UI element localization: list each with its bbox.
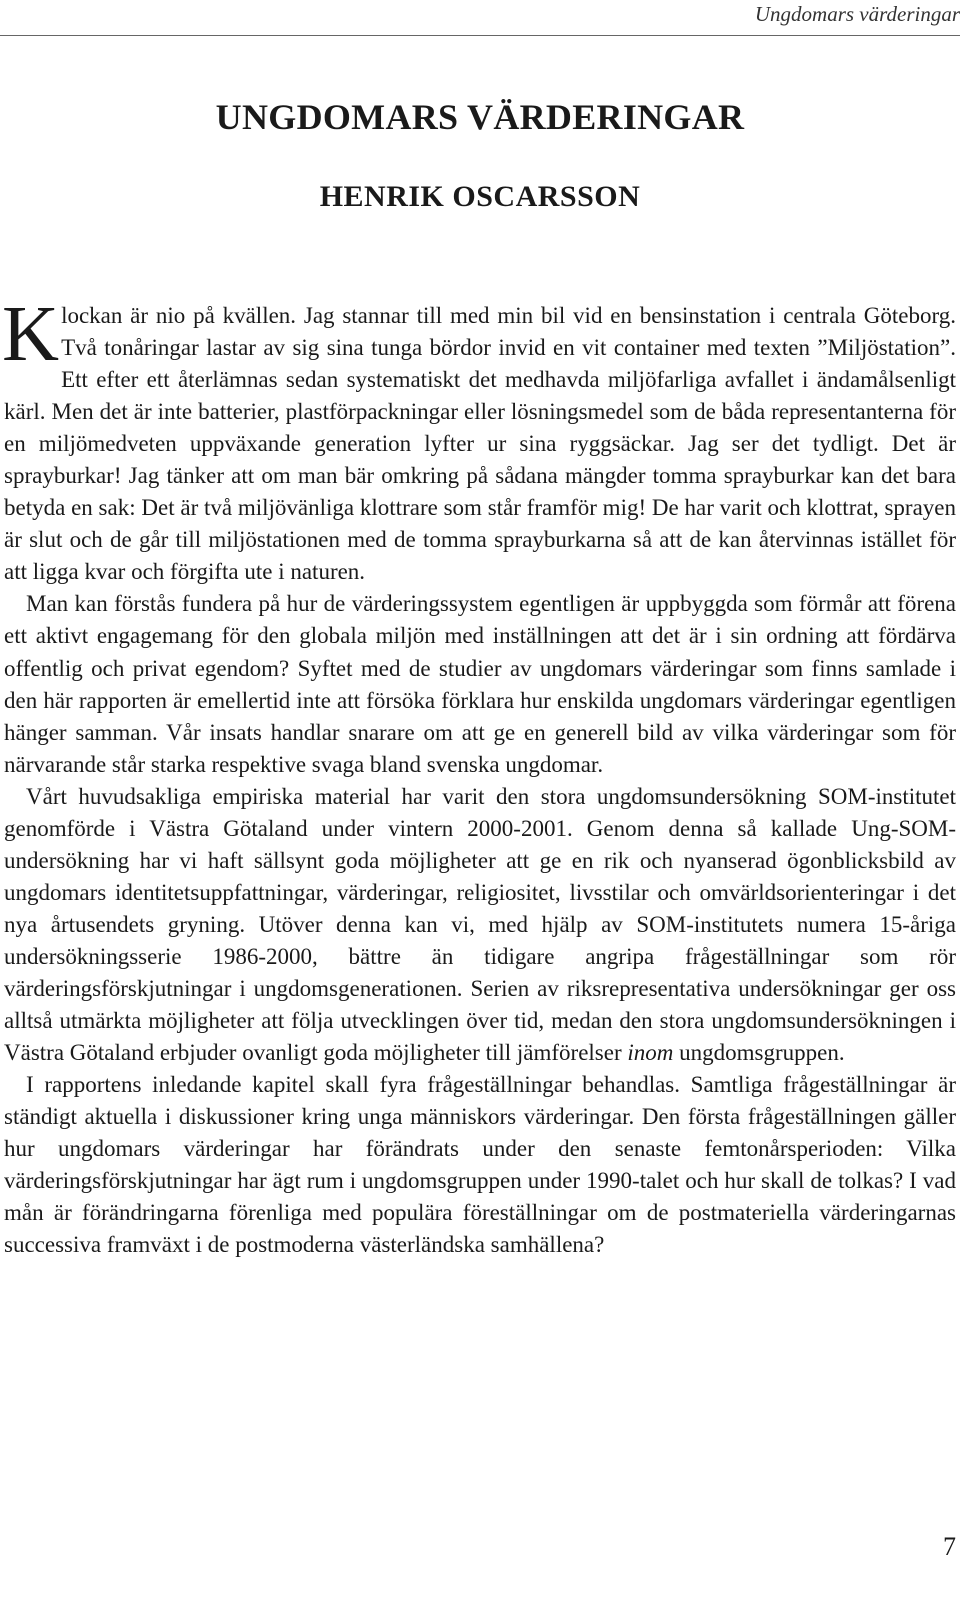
paragraph-2: Man kan förstås fundera på hur de värderingssystem egentligen är uppbyggda som förmår att förena ett aktivt engagemang för den globala miljön med inställningen att det är i sin ordning att fördärva offentlig och privat egendom? Syftet med de studier av ungdomars värderingar som finns samlade i den här rapporten är emellertid inte att försöka förklara hur enskilda ungdomars värderingar egentligen hänger samman. Vår insats handlar snarare om att ge en generell bild av vilka värderingar som för närvarande står starka respektive svaga bland svenska ungdomar. (4, 591, 956, 777)
paragraph-4: I rapportens inledande kapitel skall fyra frågeställningar behandlas. Samtliga frågeställningar är ständigt aktuella i diskussioner kring unga människors värderingar. Den första frågeställningen gäller hur ungdomars värderingar har förändrats under den senaste femtonårsperioden: Vilka värderingsförskjutningar har ägt rum i ungdomsgruppen under 1990-talet och hur skall de tolkas? I vad mån är förändringarna förenliga med populära föreställningar om de postmateriella värderingarnas successiva framväxt i de postmoderna västerländska samhällena? (4, 1072, 956, 1258)
author-name: HENRIK OSCARSSON (319, 180, 641, 213)
header-rule (0, 35, 960, 36)
page-number: 7 (943, 1532, 956, 1561)
running-header (0, 0, 960, 36)
body-text (2, 291, 956, 1261)
paragraph-3-italic: inom (627, 1040, 674, 1066)
running-title: Ungdomars värderingar (754, 2, 960, 26)
paragraph-1 (2, 291, 956, 588)
drop-cap: K (2, 291, 60, 378)
paragraph-3-text-a: Vårt huvudsakliga empiriska material har varit den stora ungdomsundersökning SOM-institutet genomförde i Västra Götaland under vintern 2000-2001. Genom denna så kallade Ung-SOM-undersökning har vi haft sällsynt goda möjligheter att ge en rik och nyanserad ögonblicksbild av ungdomars identitetsuppfattningar, värderingar, religiositet, livsstilar och omvärldsorienteringar i det nya årtusendets gryning. Utöver denna kan vi, med hjälp av SOM-institutets numera 15-åriga undersökningsserie 1986-2000, bättre än tidigare angripa frågeställningar som rör värderingsförskjutningar i ungdomsgenerationen. Serien av riksrepresentativa undersökningar ger oss alltså utmärkta möjligheter att följa utvecklingen över tid, medan den stora ungdomsundersökningen i Västra Götaland erbjuder ovanligt goda möjligheter till jämförelser (4, 783, 956, 1066)
page-title: UNGDOMARS VÄRDERINGAR (215, 97, 745, 137)
paragraph-3-text-b: ungdomsgruppen. (673, 1040, 845, 1066)
paragraph-3 (4, 781, 956, 1069)
paragraph-1-text: lockan är nio på kvällen. Jag stannar till med min bil vid en bensinstation i centrala Göteborg. Två tonåringar lastar av sig sina tunga bördor invid en vit container med texten ”Miljöstation”. Ett efter ett återlämnas sedan systematiskt det medhavda miljöfarliga avfallet i ändamålsenligt kärl. Men det är inte batterier, plastförpackningar eller lösningsmedel som de båda representanterna för en miljömedveten uppväxande generation lyfter ur sina ryggsäckar. Jag ser det tydligt. Det är sprayburkar! Jag tänker att om man bär omkring på sådana mängder tomma sprayburkar kan det bara betyda en sak: Det är två miljövänliga klottrare som står framför mig! De har varit och klottrat, sprayen är slut och de går till miljöstationen med de tomma sprayburkarna så att de kan återvinnas istället för att ligga kvar och förgifta ute i naturen. (4, 303, 956, 585)
